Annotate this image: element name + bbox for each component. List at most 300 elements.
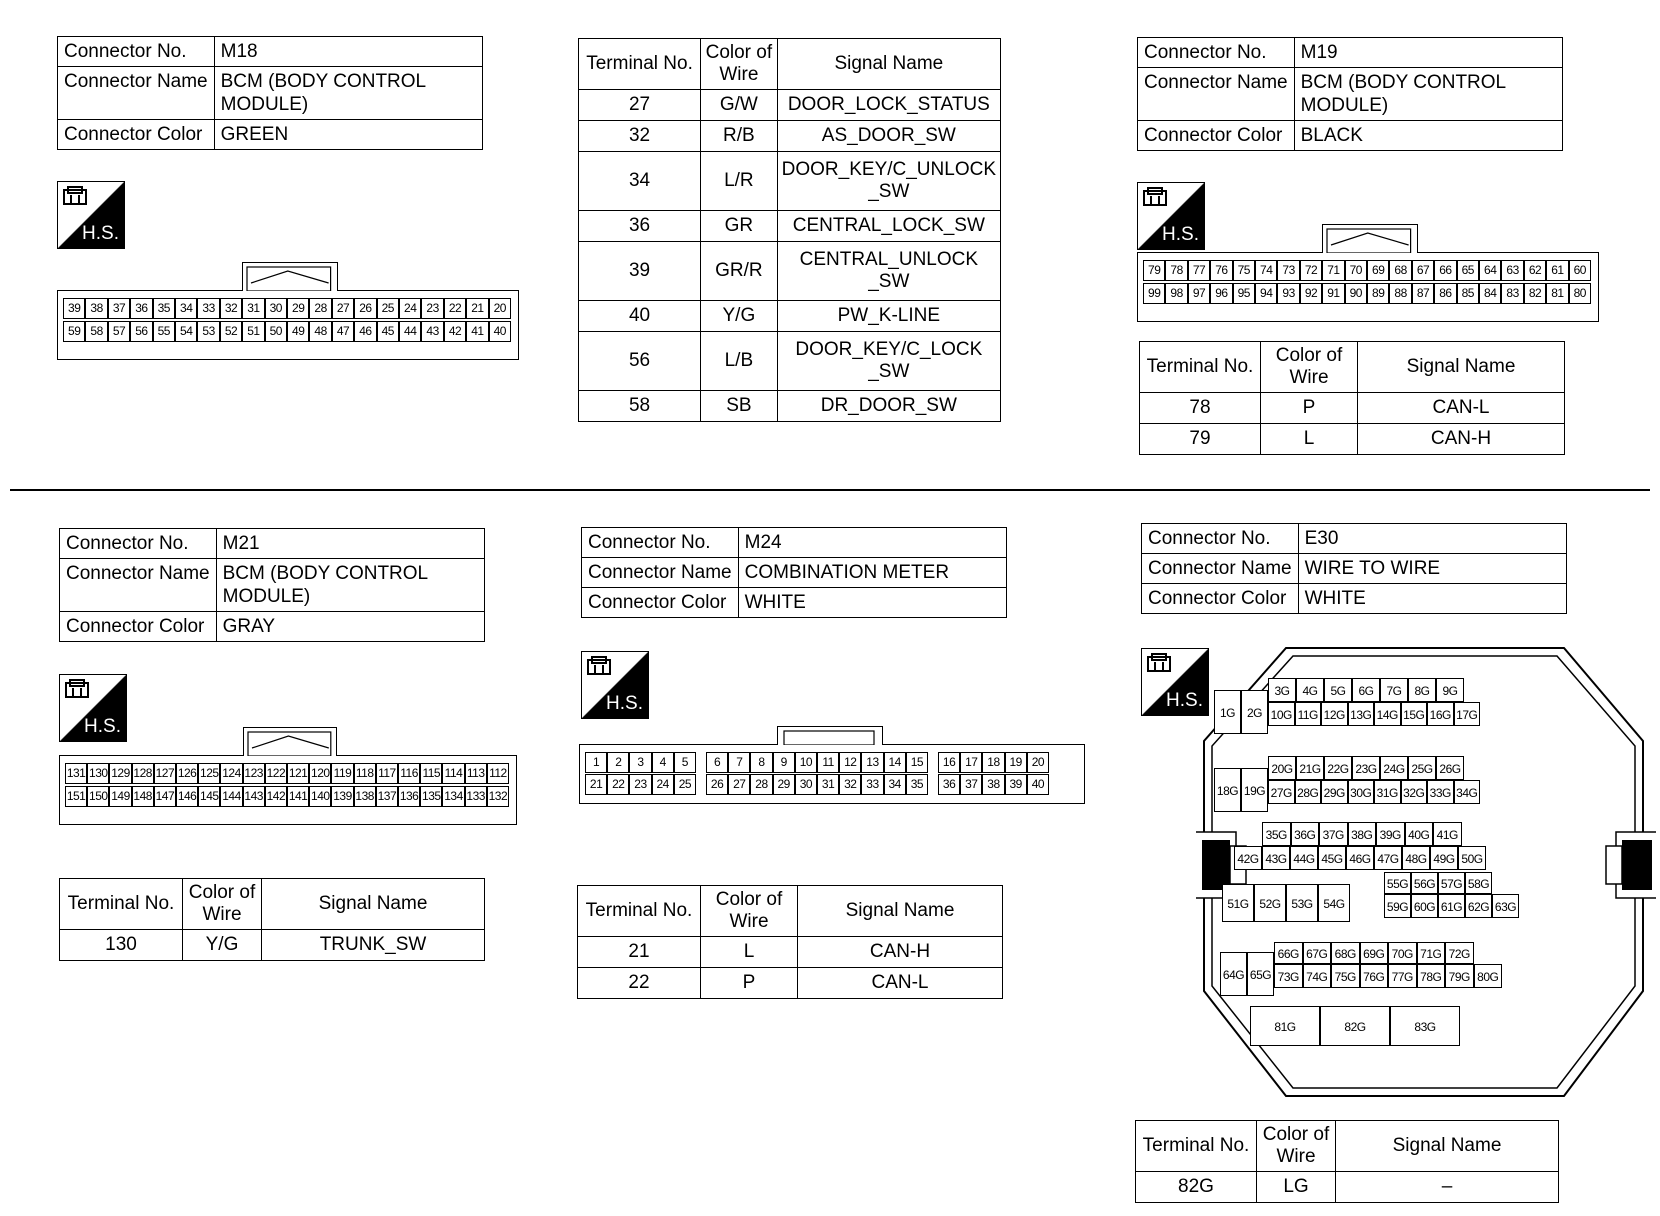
pin: 81 — [1546, 283, 1568, 304]
m18-connector-color: GREEN — [214, 120, 482, 150]
pin: 12 — [839, 752, 861, 773]
pin: 27 — [332, 298, 354, 319]
pin: 22 — [607, 774, 629, 795]
pin: 28G — [1295, 780, 1322, 804]
terminal-no-cell: 32 — [579, 121, 701, 152]
m21-hs-label: H.S. — [84, 716, 121, 737]
pin: 87 — [1412, 283, 1434, 304]
wire-color-cell: L — [701, 937, 798, 968]
pin: 84 — [1479, 283, 1501, 304]
pin: 30 — [265, 298, 287, 319]
pin: 30 — [795, 774, 817, 795]
pin: 19 — [1005, 752, 1027, 773]
pin: 149 — [109, 786, 131, 807]
pin: 58 — [85, 321, 107, 342]
pin: 5G — [1324, 678, 1352, 702]
pin: 99 — [1143, 283, 1165, 304]
m19-connector-no: M19 — [1294, 38, 1562, 68]
e30-info-table — [1141, 523, 1567, 614]
pin: 119 — [331, 763, 353, 784]
header-terminal-no: Terminal No. — [1140, 342, 1261, 393]
signal-name-cell: – — [1336, 1172, 1559, 1203]
label-connector-no: Connector No. — [582, 528, 739, 558]
pin: 50G — [1458, 846, 1486, 870]
pin: 113 — [465, 763, 487, 784]
pin: 132 — [487, 786, 509, 807]
pin: 60G — [1411, 894, 1438, 918]
terminal-row — [579, 301, 1001, 332]
pin: 22G — [1324, 756, 1352, 780]
pin: 136 — [398, 786, 420, 807]
pin: 74 — [1255, 260, 1277, 281]
terminal-row — [579, 90, 1001, 121]
pin: 35 — [906, 774, 928, 795]
header-color-of-wire: Color of Wire — [1261, 342, 1358, 393]
pin: 34G — [1454, 780, 1481, 804]
pin: 21G — [1296, 756, 1324, 780]
wire-color-cell: L/B — [701, 332, 778, 391]
m19-connector-name: BCM (BODY CONTROL MODULE) — [1294, 68, 1562, 121]
pin: 69G — [1360, 942, 1389, 964]
pin: 30G — [1348, 780, 1375, 804]
m19-hs-label: H.S. — [1162, 224, 1199, 245]
pin: 144 — [220, 786, 242, 807]
m24-hs-icon — [581, 651, 649, 719]
pin: 29 — [287, 298, 309, 319]
pin: 31 — [242, 298, 264, 319]
pin: 53 — [197, 321, 219, 342]
m24-info-table — [581, 527, 1007, 618]
pin: 40 — [489, 321, 511, 342]
pin: 141 — [287, 786, 309, 807]
m24-hs-label: H.S. — [606, 693, 643, 714]
signal-name-cell: CAN-L — [798, 968, 1003, 999]
pin: 138 — [354, 786, 376, 807]
pin: 12G — [1321, 702, 1348, 726]
pin: 15G — [1401, 702, 1428, 726]
terminal-no-cell: 34 — [579, 152, 701, 211]
pin: 70G — [1388, 942, 1417, 964]
pin: 55G — [1384, 872, 1411, 894]
pin: 21 — [585, 774, 607, 795]
pin: 142 — [265, 786, 287, 807]
pin: 83G — [1390, 1006, 1460, 1046]
pin: 60 — [1569, 260, 1591, 281]
terminal-row — [60, 930, 485, 961]
terminal-row — [578, 968, 1003, 999]
terminal-no-cell: 39 — [579, 242, 701, 301]
m24-terminal-table — [577, 885, 1003, 999]
pin: 77G — [1388, 964, 1417, 988]
terminal-no-cell: 21 — [578, 937, 701, 968]
pin: 56 — [130, 321, 152, 342]
wire-color-cell: SB — [701, 391, 778, 422]
label-connector-no: Connector No. — [60, 529, 217, 559]
pin: 37 — [960, 774, 982, 795]
pin: 45 — [377, 321, 399, 342]
m18-hs-icon — [57, 181, 125, 249]
pin: 38 — [85, 298, 107, 319]
header-signal-name: Signal Name — [262, 879, 485, 930]
pin: 13 — [861, 752, 883, 773]
pin: 82G — [1320, 1006, 1390, 1046]
pin: 88 — [1389, 283, 1411, 304]
pin: 11G — [1295, 702, 1322, 726]
pin: 23G — [1352, 756, 1380, 780]
signal-name-cell: CENTRAL_UNLOCK _SW — [777, 242, 1000, 301]
pin: 137 — [376, 786, 398, 807]
signal-name-cell: DOOR_KEY/C_LOCK _SW — [777, 332, 1000, 391]
pin: 59 — [63, 321, 85, 342]
pin: 17G — [1454, 702, 1481, 726]
terminal-no-cell: 40 — [579, 301, 701, 332]
pin: 32G — [1401, 780, 1428, 804]
pin: 34 — [175, 298, 197, 319]
pin: 68 — [1389, 260, 1411, 281]
pin: 10 — [795, 752, 817, 773]
wire-color-cell: LG — [1257, 1172, 1336, 1203]
pin: 16G — [1427, 702, 1454, 726]
pin: 127 — [154, 763, 176, 784]
m21-info-table — [59, 528, 485, 642]
pin: 41 — [466, 321, 488, 342]
pin: 23 — [421, 298, 443, 319]
pin: 86 — [1434, 283, 1456, 304]
pin: 124 — [220, 763, 242, 784]
m24-connector-name: COMBINATION METER — [738, 558, 1006, 588]
pin: 65 — [1457, 260, 1479, 281]
pin: 118 — [354, 763, 376, 784]
pin: 89 — [1367, 283, 1389, 304]
pin: 116 — [398, 763, 420, 784]
header-color-of-wire: Color of Wire — [183, 879, 262, 930]
pin: 150 — [87, 786, 109, 807]
terminal-row — [1140, 424, 1565, 455]
m21-connector-no: M21 — [216, 529, 484, 559]
m18-info-table — [57, 36, 483, 150]
terminal-row — [579, 211, 1001, 242]
terminal-row — [1136, 1172, 1559, 1203]
header-color-of-wire: Color of Wire — [701, 886, 798, 937]
m18-terminal-table — [578, 38, 1001, 422]
signal-name-cell: PW_K-LINE — [777, 301, 1000, 332]
pin: 22 — [444, 298, 466, 319]
pin: 97 — [1188, 283, 1210, 304]
terminal-row — [579, 152, 1001, 211]
signal-name-cell: CAN-H — [798, 937, 1003, 968]
pin: 123 — [243, 763, 265, 784]
m21-connector-face — [59, 741, 531, 829]
pin: 33 — [861, 774, 883, 795]
pin: 27 — [728, 774, 750, 795]
pin: 52G — [1254, 884, 1286, 922]
wire-color-cell: P — [701, 968, 798, 999]
pin: 120 — [309, 763, 331, 784]
pin: 130 — [87, 763, 109, 784]
pin: 25 — [377, 298, 399, 319]
pin: 64 — [1479, 260, 1501, 281]
terminal-no-cell: 78 — [1140, 393, 1261, 424]
header-color-of-wire: Color of Wire — [1257, 1121, 1336, 1172]
pin: 77 — [1188, 260, 1210, 281]
pin: 122 — [265, 763, 287, 784]
pin: 143 — [243, 786, 265, 807]
pin: 13G — [1348, 702, 1375, 726]
pin: 71 — [1322, 260, 1344, 281]
pin: 46 — [354, 321, 376, 342]
pin: 16 — [938, 752, 960, 773]
signal-name-cell: DOOR_KEY/C_UNLOCK _SW — [777, 152, 1000, 211]
pin: 17 — [960, 752, 982, 773]
pin: 45G — [1318, 846, 1346, 870]
pin: 69 — [1367, 260, 1389, 281]
pin: 56G — [1411, 872, 1438, 894]
header-terminal-no: Terminal No. — [1136, 1121, 1257, 1172]
pin: 71G — [1417, 942, 1446, 964]
e30-connector-no: E30 — [1298, 524, 1566, 554]
terminal-no-cell: 22 — [578, 968, 701, 999]
pin: 23 — [629, 774, 651, 795]
pin: 32 — [220, 298, 242, 319]
pin: 18G — [1214, 768, 1241, 812]
pin: 73 — [1277, 260, 1299, 281]
pin: 11 — [817, 752, 839, 773]
pin: 20 — [489, 298, 511, 319]
pin: 80 — [1569, 283, 1591, 304]
pin: 26G — [1436, 756, 1464, 780]
pin: 62G — [1465, 894, 1492, 918]
pin: 98 — [1165, 283, 1187, 304]
pin: 54 — [175, 321, 197, 342]
pin: 49 — [287, 321, 309, 342]
pin: 151 — [65, 786, 87, 807]
m19-terminal-table — [1139, 341, 1565, 455]
pin: 131 — [65, 763, 87, 784]
pin: 121 — [287, 763, 309, 784]
pin: 39G — [1376, 822, 1405, 846]
pin: 35G — [1262, 822, 1291, 846]
m21-terminal-table — [59, 878, 485, 961]
pin: 47 — [332, 321, 354, 342]
m18-connector-name: BCM (BODY CONTROL MODULE) — [214, 67, 482, 120]
pin: 10G — [1268, 702, 1295, 726]
e30-connector-name: WIRE TO WIRE — [1298, 554, 1566, 584]
terminal-no-cell: 79 — [1140, 424, 1261, 455]
pin: 57 — [108, 321, 130, 342]
pin: 74G — [1303, 964, 1332, 988]
pin: 43G — [1262, 846, 1290, 870]
e30-hs-label: H.S. — [1166, 690, 1203, 711]
m21-connector-name: BCM (BODY CONTROL MODULE) — [216, 559, 484, 612]
pin: 39 — [63, 298, 85, 319]
wire-color-cell: L/R — [701, 152, 778, 211]
pin: 112 — [487, 763, 509, 784]
header-signal-name: Signal Name — [1358, 342, 1565, 393]
pin: 25G — [1408, 756, 1436, 780]
pin: 65G — [1247, 952, 1274, 996]
wire-color-cell: Y/G — [701, 301, 778, 332]
pin: 70 — [1345, 260, 1367, 281]
m19-info-table — [1137, 37, 1563, 151]
label-connector-name: Connector Name — [58, 67, 215, 120]
pin: 6G — [1352, 678, 1380, 702]
pin: 31 — [817, 774, 839, 795]
pin: 129 — [109, 763, 131, 784]
e30-connector-face — [1196, 646, 1656, 1100]
pin: 93 — [1277, 283, 1299, 304]
pin: 46G — [1346, 846, 1374, 870]
pin: 4 — [652, 752, 674, 773]
pin: 36 — [130, 298, 152, 319]
pin: 134 — [442, 786, 464, 807]
label-connector-color: Connector Color — [58, 120, 215, 150]
pin: 9G — [1436, 678, 1464, 702]
pin: 25 — [674, 774, 696, 795]
pin: 61 — [1546, 260, 1568, 281]
pin: 24G — [1380, 756, 1408, 780]
pin: 55 — [153, 321, 175, 342]
pin: 80G — [1474, 964, 1503, 988]
pin: 78G — [1417, 964, 1446, 988]
pin: 35 — [153, 298, 175, 319]
pin: 64G — [1220, 952, 1247, 996]
pin: 21 — [466, 298, 488, 319]
pin: 147 — [154, 786, 176, 807]
pin: 61G — [1438, 894, 1465, 918]
pin: 90 — [1345, 283, 1367, 304]
pin: 76G — [1360, 964, 1389, 988]
pin: 57G — [1438, 872, 1465, 894]
pin: 83 — [1501, 283, 1523, 304]
pin: 27G — [1268, 780, 1295, 804]
terminal-no-cell: 130 — [60, 930, 183, 961]
pin: 7G — [1380, 678, 1408, 702]
pin: 66G — [1274, 942, 1303, 964]
pin: 148 — [132, 786, 154, 807]
pin: 24 — [399, 298, 421, 319]
wire-color-cell: GR/R — [701, 242, 778, 301]
m24-connector-no: M24 — [738, 528, 1006, 558]
pin: 28 — [309, 298, 331, 319]
pin: 31G — [1374, 780, 1401, 804]
label-connector-name: Connector Name — [1138, 68, 1295, 121]
terminal-no-cell: 36 — [579, 211, 701, 242]
signal-name-cell: TRUNK_SW — [262, 930, 485, 961]
terminal-row — [579, 391, 1001, 422]
pin: 2G — [1241, 690, 1268, 734]
pin: 4G — [1296, 678, 1324, 702]
pin: 66 — [1434, 260, 1456, 281]
pin: 68G — [1331, 942, 1360, 964]
terminal-row — [579, 242, 1001, 301]
label-connector-color: Connector Color — [60, 612, 217, 642]
pin: 9 — [773, 752, 795, 773]
pin: 42G — [1234, 846, 1262, 870]
pin: 63 — [1501, 260, 1523, 281]
pin: 41G — [1433, 822, 1462, 846]
connector-latch — [243, 727, 338, 756]
label-connector-name: Connector Name — [582, 558, 739, 588]
pin: 29G — [1321, 780, 1348, 804]
pin: 50 — [265, 321, 287, 342]
header-terminal-no: Terminal No. — [578, 886, 701, 937]
pin: 43 — [421, 321, 443, 342]
pin: 42 — [444, 321, 466, 342]
pin: 139 — [331, 786, 353, 807]
pin: 7 — [728, 752, 750, 773]
label-connector-color: Connector Color — [582, 588, 739, 618]
pin: 1 — [585, 752, 607, 773]
pin: 140 — [309, 786, 331, 807]
m21-hs-icon — [59, 674, 127, 742]
m24-connector-color: WHITE — [738, 588, 1006, 618]
pin: 81G — [1250, 1006, 1320, 1046]
pin: 53G — [1286, 884, 1318, 922]
terminal-row — [578, 937, 1003, 968]
pin: 94 — [1255, 283, 1277, 304]
pin: 133 — [465, 786, 487, 807]
pin: 135 — [420, 786, 442, 807]
pin: 3G — [1268, 678, 1296, 702]
pin: 44G — [1290, 846, 1318, 870]
pin: 95 — [1233, 283, 1255, 304]
pin: 96 — [1210, 283, 1232, 304]
pin: 6 — [706, 752, 728, 773]
terminal-row — [579, 121, 1001, 152]
connector-latch — [1322, 224, 1418, 253]
pin: 28 — [750, 774, 772, 795]
m19-connector-face — [1137, 238, 1611, 326]
pin: 117 — [376, 763, 398, 784]
e30-connector-color: WHITE — [1298, 584, 1566, 614]
m18-connector-no: M18 — [214, 37, 482, 67]
label-connector-no: Connector No. — [1142, 524, 1299, 554]
pin: 18 — [982, 752, 1004, 773]
pin: 20 — [1027, 752, 1049, 773]
pin: 51 — [242, 321, 264, 342]
e30-terminal-table — [1135, 1120, 1559, 1203]
pin: 54G — [1318, 884, 1350, 922]
wire-color-cell: P — [1261, 393, 1358, 424]
pin: 59G — [1384, 894, 1411, 918]
wire-color-cell: G/W — [701, 90, 778, 121]
pin: 34 — [884, 774, 906, 795]
pin: 2 — [607, 752, 629, 773]
pin: 1G — [1214, 690, 1241, 734]
pin: 51G — [1222, 884, 1254, 922]
pin: 36 — [938, 774, 960, 795]
label-connector-color: Connector Color — [1142, 584, 1299, 614]
pin: 20G — [1268, 756, 1296, 780]
header-terminal-no: Terminal No. — [579, 39, 701, 90]
pin: 33 — [197, 298, 219, 319]
pin: 92 — [1300, 283, 1322, 304]
header-signal-name: Signal Name — [777, 39, 1000, 90]
m19-connector-color: BLACK — [1294, 121, 1562, 151]
pin: 44 — [399, 321, 421, 342]
pin: 79 — [1143, 260, 1165, 281]
pin: 91 — [1322, 283, 1344, 304]
label-connector-color: Connector Color — [1138, 121, 1295, 151]
pin: 58G — [1465, 872, 1492, 894]
pin: 5 — [674, 752, 696, 773]
label-connector-no: Connector No. — [58, 37, 215, 67]
pin: 24 — [652, 774, 674, 795]
pin: 29 — [773, 774, 795, 795]
pin: 78 — [1165, 260, 1187, 281]
pin: 48G — [1402, 846, 1430, 870]
pin: 115 — [420, 763, 442, 784]
